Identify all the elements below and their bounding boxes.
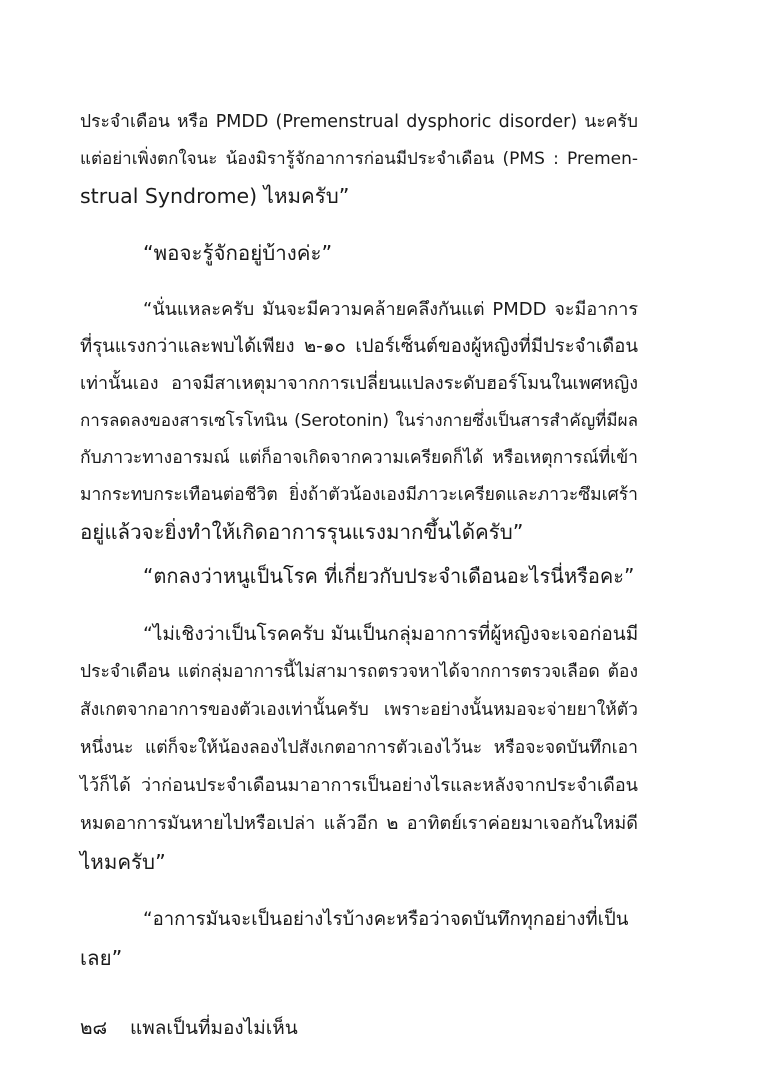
- text-line: หมดอาการมันหายไปหรือเปล่า แล้วอีก ๒ อาทิตย์เราค่อยมาเจอกันใหม่ดี: [80, 813, 638, 834]
- text-line: เท่านั้นเอง อาจมีสาเหตุมาจากการเปลี่ยนแปลงระดับฮอร์โมนในเพศหญิง: [80, 373, 638, 394]
- text-line: “ตกลงว่าหนูเป็นโรค ที่เกี่ยวกับประจำเดือนอะไรนี่หรือคะ”: [143, 564, 635, 588]
- text-line: การลดลงของสารเซโรโทนิน (Serotonin) ในร่างกายซึ่งเป็นสารสำคัญที่มีผล: [80, 411, 638, 431]
- page-number: ๒๘: [80, 1017, 108, 1039]
- text-line: กับภาวะทางอารมณ์ แต่ก็อาจเกิดจากความเครียดก็ได้ หรือเหตุการณ์ที่เข้า: [80, 448, 638, 468]
- text-line: ไว้ก็ได้ ว่าก่อนประจำเดือนมาอาการเป็นอย่างไรและหลังจากประจำเดือน: [80, 775, 638, 796]
- page-footer: [80, 1014, 298, 1042]
- book-title: แพลเป็นที่มองไม่เห็น: [130, 1017, 298, 1039]
- text-line: แต่อย่าเพิ่งตกใจนะ น้องมิรารู้จักอาการก่อนมีประจำเดือน (PMS : Premen-: [80, 149, 638, 169]
- text-line: strual Syndrome) ไหมครับ”: [80, 184, 350, 208]
- text-line: สังเกตจากอาการของตัวเองเท่านั้นครับ เพราะอย่างนั้นหมอจะจ่ายยาให้ตัว: [80, 700, 638, 720]
- text-line: “พอจะรู้จักอยู่บ้างค่ะ”: [143, 241, 333, 265]
- text-line: “อาการมันจะเป็นอย่างไรบ้างคะหรือว่าจดบันทึกทุกอย่างที่เป็น: [143, 909, 629, 930]
- text-line: “นั่นแหละครับ มันจะมีความคล้ายคลึงกันแต่ PMDD จะมีอาการ: [143, 299, 638, 320]
- text-line: ที่รุนแรงกว่าและพบได้เพียง ๒-๑๐ เปอร์เซ็นต์ของผู้หญิงที่มีประจำเดือน: [80, 336, 638, 357]
- text-line: มากระทบกระเทือนต่อชีวิต ยิ่งถ้าตัวน้องเองมีภาวะเครียดและภาวะซึมเศร้า: [80, 485, 638, 505]
- text-line: ไหมครับ”: [80, 850, 166, 874]
- text-line: เลย”: [80, 946, 123, 970]
- text-line: อยู่แล้วจะยิ่งทำให้เกิดอาการรุนแรงมากขึ้นได้ครับ”: [80, 520, 524, 544]
- text-line: ประจำเดือน แต่กลุ่มอาการนี้ไม่สามารถตรวจหาได้จากการตรวจเลือด ต้อง: [80, 662, 638, 682]
- text-line: หนึ่งนะ แต่ก็จะให้น้องลองไปสังเกตอาการตัวเองไว้นะ หรือจะจดบันทึกเอา: [80, 738, 638, 758]
- text-line: ประจำเดือน หรือ PMDD (Premenstrual dysphoric disorder) นะครับ: [80, 112, 638, 132]
- text-line: “ไม่เชิงว่าเป็นโรคครับ มันเป็นกลุ่มอาการที่ผู้หญิงจะเจอก่อนมี: [143, 623, 639, 645]
